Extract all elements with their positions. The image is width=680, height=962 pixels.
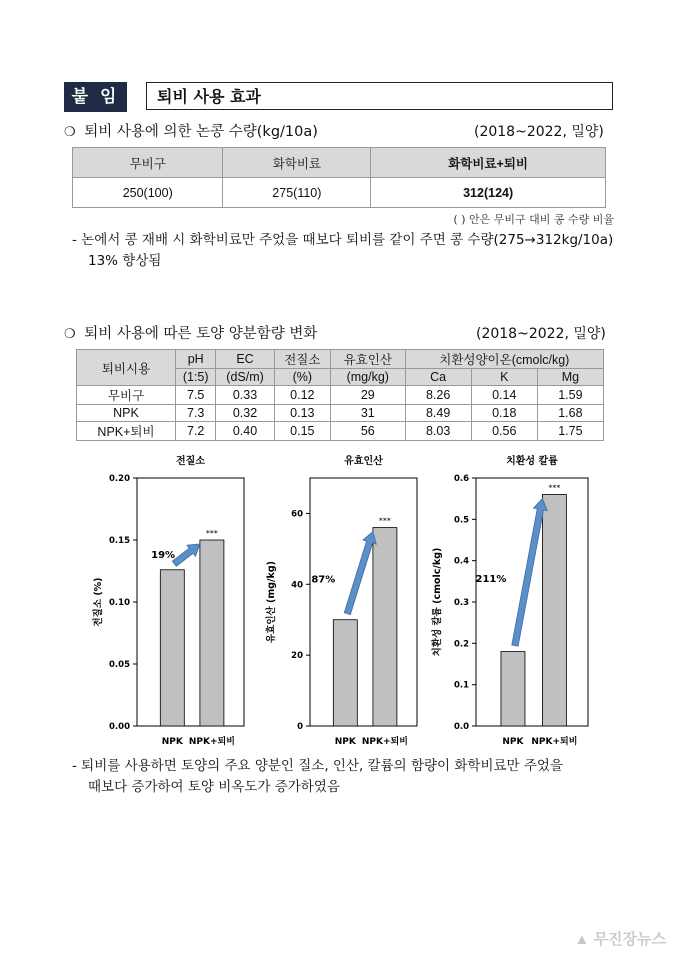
soil-header-ph: pH — [176, 350, 216, 369]
x-tick-label: NPK+퇴비 — [361, 737, 408, 747]
section2-title: 퇴비 사용에 따른 토양 양분함량 변화 — [84, 326, 318, 342]
increase-arrow-icon — [344, 532, 376, 615]
cell: 7.3 — [176, 405, 216, 422]
cell: 0.32 — [216, 405, 274, 422]
y-tick-label: 0.3 — [453, 598, 469, 608]
chart-exchangeable-potassium — [424, 450, 594, 750]
soil-header-ec-unit: (dS/m) — [216, 369, 274, 386]
soil-header-p: 유효인산 — [330, 350, 405, 369]
significance-label: *** — [205, 529, 218, 538]
y-tick-label: 0.2 — [453, 639, 469, 650]
chart-title: 전질소 — [176, 456, 205, 467]
cell: NPK — [77, 405, 176, 422]
section1-paragraph-line2: 13% 향상됨 — [88, 253, 162, 269]
cell: 0.18 — [471, 405, 537, 422]
significance-label: *** — [548, 483, 561, 493]
conclusion-line1: - 퇴비를 사용하면 토양의 주요 양분인 질소, 인산, 칼륨의 함량이 화학비료만 주었을 — [72, 758, 564, 774]
y-axis-label: 유효인산 (mg/kg) — [266, 561, 277, 643]
y-tick-label: 0.6 — [453, 474, 469, 484]
y-tick-label: 40 — [291, 580, 303, 591]
yield-table — [72, 147, 606, 208]
x-tick-label: NPK — [161, 737, 183, 747]
bullet-icon: ❍ — [64, 125, 76, 140]
soil-header-ec: EC — [216, 350, 274, 369]
soil-header-mg: Mg — [537, 369, 603, 386]
chart-title: 치환성 칼륨 — [506, 456, 558, 467]
watermark-text: 무진장뉴스 — [593, 931, 666, 948]
y-tick-label: 20 — [291, 651, 303, 662]
cell: 29 — [330, 386, 405, 405]
percent-increase-label: 19% — [151, 549, 176, 561]
bullet-icon: ❍ — [64, 327, 76, 342]
cell: 0.40 — [216, 422, 274, 441]
yield-header-3: 화학비료+퇴비 — [371, 148, 606, 178]
x-tick-label: NPK+퇴비 — [188, 737, 235, 747]
section1-heading — [64, 120, 318, 141]
cell: 0.15 — [274, 422, 330, 441]
cell: 1.75 — [537, 422, 603, 441]
soil-header-cation: 치환성양이온(cmolc/kg) — [405, 350, 603, 369]
x-tick-label: NPK — [502, 737, 524, 747]
cell: 0.33 — [216, 386, 274, 405]
cell: 0.13 — [274, 405, 330, 422]
bar-NPK+퇴비 — [200, 540, 224, 726]
section1-title: 퇴비 사용에 의한 논콩 수량(kg/10a) — [84, 124, 318, 140]
x-tick-label: NPK+퇴비 — [531, 737, 578, 747]
conclusion-line2: 때보다 증가하여 토양 비옥도가 증가하였음 — [88, 779, 340, 795]
chart-title: 유효인산 — [344, 456, 383, 467]
cell: 무비구 — [77, 386, 176, 405]
cell: 7.5 — [176, 386, 216, 405]
section2-period: (2018~2022, 밀양) — [476, 326, 606, 342]
y-axis-label: 전질소 (%) — [93, 577, 104, 627]
cell: 7.2 — [176, 422, 216, 441]
bar-NPK — [501, 652, 525, 726]
increase-arrow-icon — [172, 544, 200, 566]
cell: 8.26 — [405, 386, 471, 405]
table-row — [77, 405, 604, 422]
bar-NPK+퇴비 — [373, 528, 397, 726]
table-note: ( ) 안은 무비구 대비 콩 수량 비율 — [453, 213, 614, 226]
cell: 0.14 — [471, 386, 537, 405]
yield-value-1: 250(100) — [73, 178, 223, 208]
y-tick-label: 0.1 — [453, 680, 469, 691]
cell: 0.12 — [274, 386, 330, 405]
soil-header-n: 전질소 — [274, 350, 330, 369]
soil-header-n-unit: (%) — [274, 369, 330, 386]
y-tick-label: 0.05 — [109, 660, 130, 670]
plot-frame — [476, 478, 588, 726]
soil-header-k: K — [471, 369, 537, 386]
cell: 1.68 — [537, 405, 603, 422]
cell: 31 — [330, 405, 405, 422]
soil-table — [76, 349, 604, 441]
y-tick-label: 0.4 — [453, 556, 469, 567]
yield-header-2: 화학비료 — [223, 148, 371, 178]
soil-header-ca: Ca — [405, 369, 471, 386]
y-tick-label: 0 — [297, 722, 303, 732]
table-row — [77, 386, 604, 405]
watermark — [575, 928, 666, 949]
bar-NPK — [160, 570, 184, 726]
cell: 0.56 — [471, 422, 537, 441]
yield-value-2: 275(110) — [223, 178, 371, 208]
y-tick-label: 60 — [291, 509, 303, 520]
section1-paragraph-line1: - 논에서 콩 재배 시 화학비료만 주었을 때보다 퇴비를 같이 주면 콩 수량(275→312kg/10a) — [72, 232, 614, 248]
cell: 8.49 — [405, 405, 471, 422]
percent-increase-label: 87% — [311, 574, 336, 586]
section1-period: (2018~2022, 밀양) — [474, 124, 604, 140]
plot-frame — [137, 478, 244, 726]
soil-header-treatment: 퇴비시용 — [77, 350, 176, 386]
increase-arrow-icon — [512, 499, 547, 647]
plot-frame — [310, 478, 417, 726]
y-tick-label: 0.20 — [109, 474, 130, 484]
attachment-badge: 붙 임 — [64, 82, 127, 112]
cell: 1.59 — [537, 386, 603, 405]
chart-total-nitrogen — [85, 450, 250, 750]
y-tick-label: 0.15 — [109, 536, 130, 546]
page-title: 퇴비 사용 효과 — [146, 82, 613, 110]
yield-header-1: 무비구 — [73, 148, 223, 178]
chart-available-phosphate — [258, 450, 423, 750]
watermark-logo-icon: ▲ — [574, 931, 594, 948]
cell: 56 — [330, 422, 405, 441]
soil-header-p-unit: (mg/kg) — [330, 369, 405, 386]
significance-label: *** — [378, 516, 391, 526]
y-axis-label: 치환성 칼륨 (cmolc/kg) — [432, 547, 443, 657]
section2-heading — [64, 322, 317, 343]
bar-NPK — [333, 620, 357, 726]
soil-header-ph-unit: (1:5) — [176, 369, 216, 386]
yield-value-3: 312(124) — [371, 178, 606, 208]
x-tick-label: NPK — [334, 737, 356, 747]
percent-increase-label: 211% — [475, 574, 507, 586]
y-tick-label: 0.10 — [109, 598, 130, 608]
y-tick-label: 0.00 — [109, 722, 130, 732]
cell: NPK+퇴비 — [77, 422, 176, 441]
bar-NPK+퇴비 — [542, 495, 566, 726]
cell: 8.03 — [405, 422, 471, 441]
y-tick-label: 0.5 — [453, 515, 469, 526]
y-tick-label: 0.0 — [453, 722, 469, 732]
table-row — [77, 422, 604, 441]
